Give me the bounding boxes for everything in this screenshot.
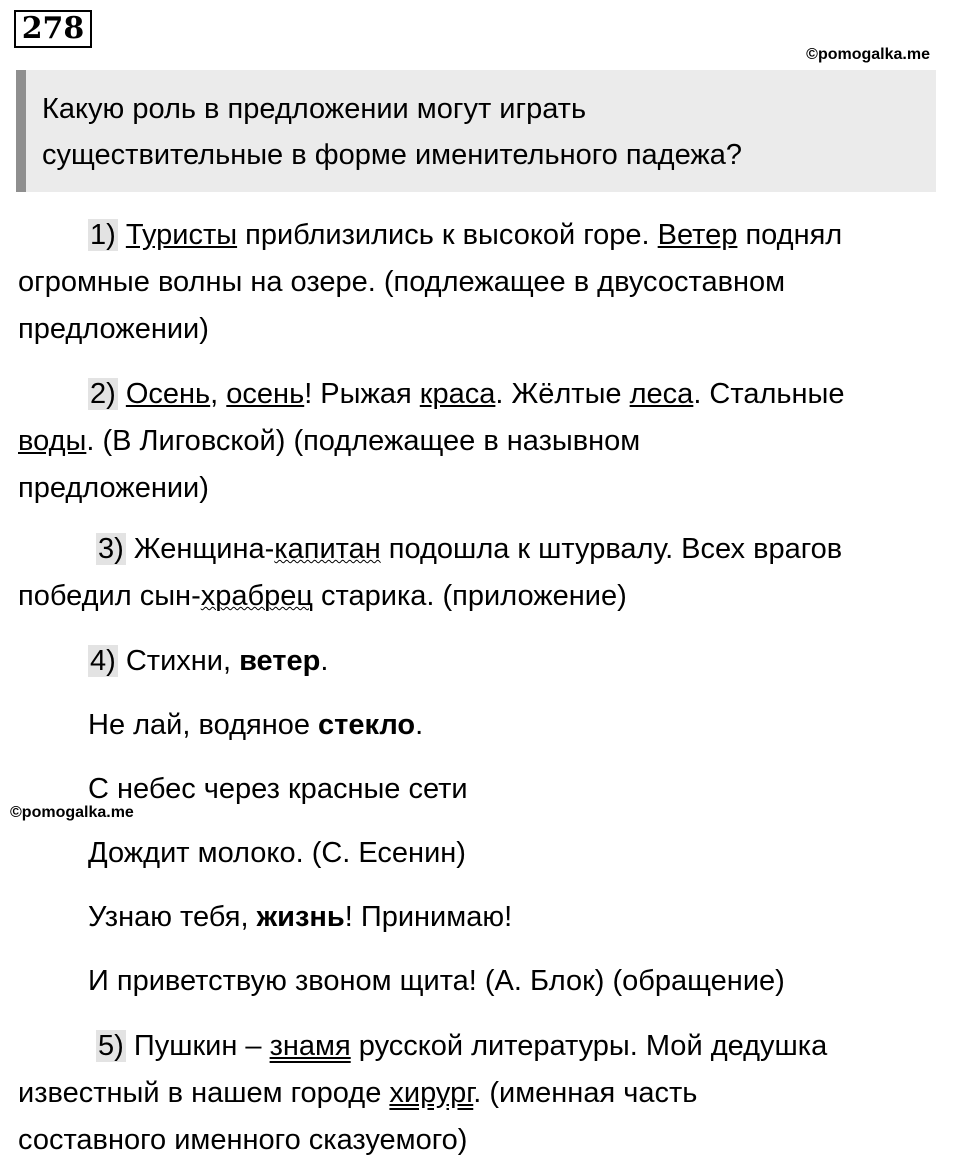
item-number: 4): [90, 645, 116, 677]
answer-4-line-3: С небес через красные сети: [88, 773, 468, 805]
address-word: ветер: [239, 645, 321, 677]
answer-5-line-1: [18, 1023, 948, 1070]
predicate-word: хирург: [389, 1077, 474, 1109]
answer-5-line-3: составного именного сказуемого): [18, 1124, 468, 1156]
item-number: 2): [90, 378, 116, 410]
question-line-1: Какую роль в предложении могут играть: [42, 93, 587, 125]
watermark-middle: ©pomogalka.me: [10, 804, 134, 821]
answer-3-line-2: [18, 573, 948, 620]
text: . Стальные: [693, 378, 845, 410]
text: Женщина-: [125, 533, 275, 565]
subject-word: Осень: [125, 378, 211, 410]
subject-word: краса: [419, 378, 496, 410]
answer-1: [18, 212, 948, 353]
text: победил сын-: [18, 580, 201, 612]
answer-4-line-4: Дождит молоко. (С. Есенин): [88, 837, 466, 869]
appositive-word: капитан: [274, 533, 381, 565]
answer-3: [18, 526, 948, 620]
question-line-2: существительные в форме именительного падежа?: [42, 139, 743, 171]
text: подошла к штурвалу. Всех врагов: [380, 533, 843, 565]
text: ! Рыжая: [304, 378, 420, 410]
text: русской литературы. Мой дедушка: [350, 1030, 828, 1062]
subject-word: воды: [18, 425, 87, 457]
answer-2: [18, 371, 948, 512]
text: . (В Лиговской) (подлежащее в назывном: [86, 425, 641, 457]
watermark-top: ©pomogalka.me: [806, 46, 930, 63]
answer-3-line-1: [18, 526, 948, 573]
answer-2-line-1: [18, 371, 948, 418]
text: . (именная часть: [473, 1077, 698, 1109]
address-word: жизнь: [256, 901, 345, 933]
text: известный в нашем городе: [18, 1077, 390, 1109]
text: поднял: [737, 219, 843, 251]
answer-4-line-2: [88, 705, 423, 745]
text: Пушкин –: [125, 1030, 270, 1062]
question-block: [16, 70, 936, 192]
text: ! Принимаю!: [344, 901, 513, 933]
text: .: [415, 709, 424, 741]
text: . Жёлтые: [495, 378, 630, 410]
answer-2-line-3: предложении): [18, 472, 209, 504]
text: Не лай, водяное: [88, 709, 319, 741]
answer-4-line-6: И приветствую звоном щита! (А. Блок) (обращение): [88, 965, 785, 997]
subject-word: Туристы: [125, 219, 238, 251]
text: приблизились к высокой горе.: [237, 219, 658, 251]
answer-1-line-2: огромные волны на озере. (подлежащее в двусоставном: [18, 266, 786, 298]
appositive-word: храбрец: [200, 580, 313, 612]
answer-4-line-5: [88, 897, 512, 937]
address-word: стекло: [318, 709, 416, 741]
answer-5: [18, 1023, 948, 1164]
item-number: 1): [90, 219, 116, 251]
item-number: 3): [98, 533, 124, 565]
item-number: 5): [98, 1030, 124, 1062]
text: .: [320, 645, 329, 677]
answer-4-line-1: [88, 641, 328, 681]
answer-1-line-3: предложении): [18, 313, 209, 345]
answer-5-line-2: [18, 1070, 948, 1117]
answer-1-line-1: [18, 212, 948, 259]
text: Стихни,: [117, 645, 240, 677]
text: Узнаю тебя,: [88, 901, 257, 933]
predicate-word: знамя: [269, 1030, 351, 1062]
text: ,: [210, 378, 227, 410]
subject-word: осень: [226, 378, 305, 410]
text: старика. (приложение): [312, 580, 627, 612]
subject-word: Ветер: [657, 219, 738, 251]
subject-word: леса: [629, 378, 694, 410]
exercise-number: 278: [14, 10, 92, 48]
answer-2-line-2: [18, 418, 948, 465]
